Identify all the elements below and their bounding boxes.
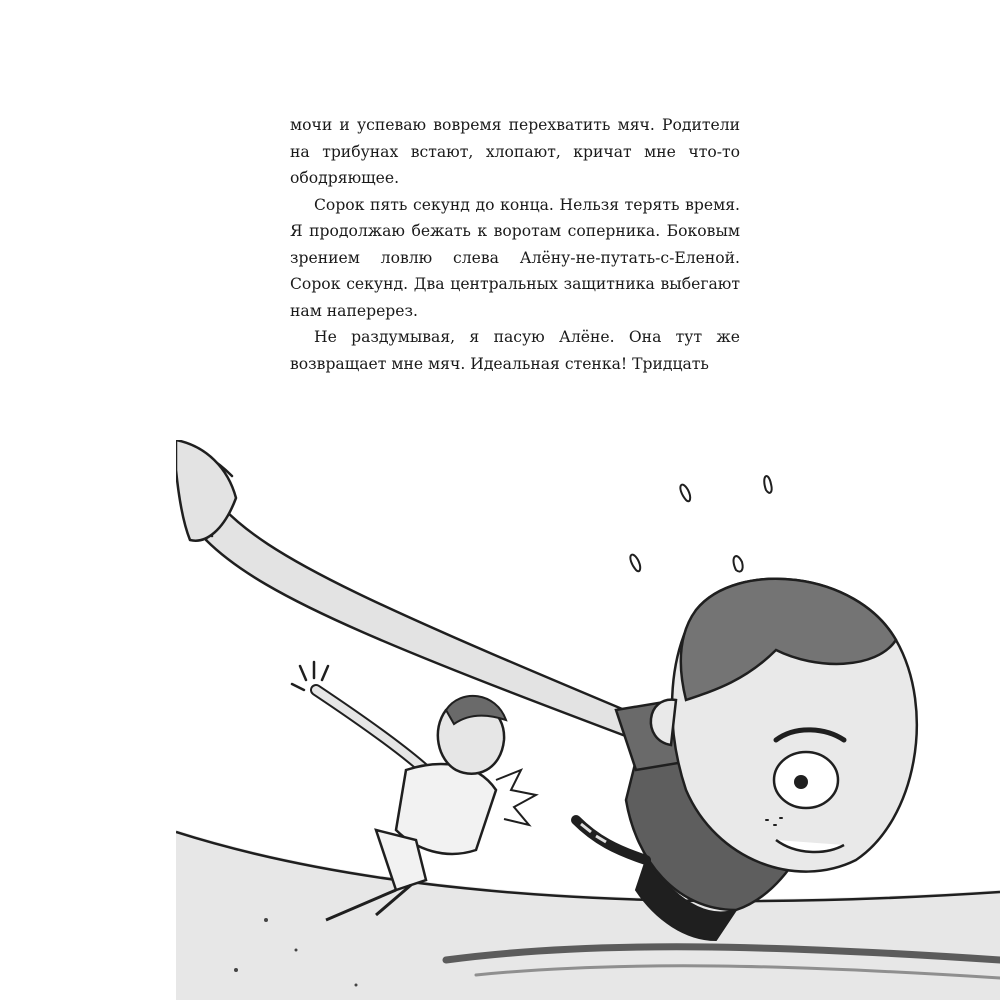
sweat-drop <box>734 556 743 572</box>
impact-burst <box>496 770 536 825</box>
sweat-drop <box>680 485 690 502</box>
sweat-drop <box>630 555 640 572</box>
ground-field <box>176 830 1000 1000</box>
story-text <box>290 112 740 377</box>
boy-pupil <box>794 775 808 789</box>
paragraph-continuation: мочи и успеваю вовремя перехватить мяч. Родители на трибунах встают, хлопают, кричат мне что-то ободряющее. <box>290 116 740 187</box>
paragraph-pass: Не раздумывая, я пасую Алёне. Она тут же возвращает мне мяч. Идеальная стенка! Тридцать <box>290 328 740 373</box>
ground-speckle <box>355 984 358 987</box>
ground-speckle <box>295 949 298 952</box>
paragraph-forty-five-seconds: Сорок пять секунд до конца. Нельзя терять время. Я продолжаю бежать к воротам соперника. Боковым зрением ловлю слева Алёну-не-путать-с-Еленой. Сорок секунд. Два центральных защитника выбегают нам наперерез. <box>290 195 740 320</box>
falling-boy <box>576 579 917 940</box>
defender-hand <box>292 662 328 690</box>
ground-speckle <box>234 968 238 972</box>
ground-speckle <box>264 918 268 922</box>
football-illustration <box>176 440 1000 1000</box>
sweat-drop <box>764 476 771 493</box>
illustration-svg <box>176 440 1000 1000</box>
